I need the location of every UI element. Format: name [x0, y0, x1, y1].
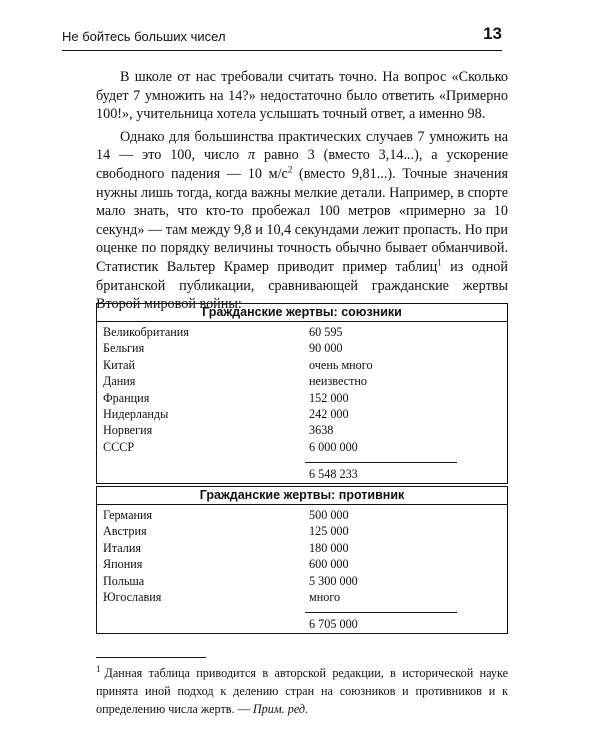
table-row: [97, 574, 507, 590]
country-cell: СССР: [103, 439, 135, 454]
p2-text-c: (вместо 9,81...). Точные значения нужны лишь тогда, когда важны мелкие детали. Например, в спорте мало знать, что кто-то пробежал 100 метров «примерно за 10 секунд» — там между 9,8 и 10,4 секундами лежит пропасть. Но при оценке по порядку величины точность обычно бывает обманчивой. Статистик Вальтер Крамер приводит пример таблиц: [96, 165, 508, 275]
country-cell: Бельгия: [103, 341, 145, 356]
allies-table-title: Гражданские жертвы: союзники: [97, 304, 507, 322]
footnote-mark: 1: [96, 663, 101, 674]
country-cell: Франция: [103, 390, 150, 405]
country-cell: Нидерланды: [103, 406, 169, 421]
table-row: [97, 590, 507, 606]
running-title: Не бойтесь больших чисел: [62, 29, 226, 44]
value-cell: много: [309, 589, 341, 604]
paragraph-1: В школе от нас требовали считать точно. На вопрос «Сколько будет 7 умножить на 14?» недостаточно было ответить «Примерно 100!», учительница хотела услышать точный ответ, а именно 98.: [96, 69, 508, 123]
value-cell: 90 000: [309, 341, 343, 356]
table-row: [97, 374, 507, 390]
country-cell: Китай: [103, 357, 136, 372]
paragraph-2: [96, 128, 508, 314]
table-row: [97, 440, 507, 456]
allies-table-rows: [97, 322, 507, 456]
value-cell: 500 000: [309, 508, 349, 522]
enemy-total-rule: [305, 612, 457, 613]
page-number: 13: [483, 24, 502, 43]
p2-text-a: Однако для большинства практических случаев 7 умножить на 14 — это 100, число: [96, 128, 508, 164]
enemy-table: [96, 486, 508, 634]
value-cell: 5 300 000: [309, 573, 358, 588]
enemy-table-rows: [97, 505, 507, 606]
footnote-editor-note: Прим. ред.: [252, 702, 309, 716]
value-cell: очень много: [309, 357, 373, 372]
footnote: [96, 664, 508, 718]
enemy-table-title: Гражданские жертвы: противник: [97, 487, 507, 505]
table-row: [97, 391, 507, 407]
table-row: [97, 508, 507, 524]
country-cell: Норвегия: [103, 423, 153, 438]
footnote-ref: 1: [437, 257, 442, 268]
country-cell: Австрия: [103, 524, 147, 539]
footnote-divider: [96, 657, 206, 658]
allies-total-rule: [305, 462, 457, 463]
country-cell: Югославия: [103, 589, 162, 604]
country-cell: Великобритания: [103, 325, 189, 339]
value-cell: 600 000: [309, 557, 349, 572]
running-header: [62, 24, 502, 51]
p2-text-d: из одной британской публикации, сравнивающей гражданские жертвы Второй мировой войны:: [96, 258, 508, 313]
table-row: [97, 541, 507, 557]
table-row: [97, 557, 507, 573]
country-cell: Италия: [103, 540, 142, 555]
value-cell: 152 000: [309, 390, 349, 405]
table-row: [97, 407, 507, 423]
enemy-total: 6 705 000: [309, 617, 358, 632]
table-row: [97, 341, 507, 357]
value-cell: 242 000: [309, 406, 349, 421]
country-cell: Германия: [103, 508, 153, 522]
value-cell: 6 000 000: [309, 439, 358, 454]
value-cell: неизвестно: [309, 374, 368, 389]
allies-total: 6 548 233: [309, 467, 358, 482]
value-cell: 125 000: [309, 524, 349, 539]
body-text: [96, 68, 508, 314]
value-cell: 60 595: [309, 325, 343, 339]
country-cell: Япония: [103, 557, 143, 572]
country-cell: Польша: [103, 573, 145, 588]
table-row: [97, 358, 507, 374]
footnote-text: Данная таблица приводится в авторской редакции, в исторической науке принята иной подход к делению стран на союзников и противников и к определению числа жертв. —: [96, 666, 508, 716]
allies-table: [96, 303, 508, 484]
table-row: [97, 423, 507, 439]
p2-text-b: равно 3 (вместо 3,14...), а ускорение свободного падения — 10 м/с: [96, 147, 508, 182]
table-row: [97, 325, 507, 341]
superscript-2: 2: [287, 164, 293, 175]
value-cell: 180 000: [309, 540, 349, 555]
pi-symbol: π: [247, 147, 256, 164]
table-row: [97, 524, 507, 540]
value-cell: 3638: [309, 423, 334, 438]
country-cell: Дания: [103, 374, 136, 389]
